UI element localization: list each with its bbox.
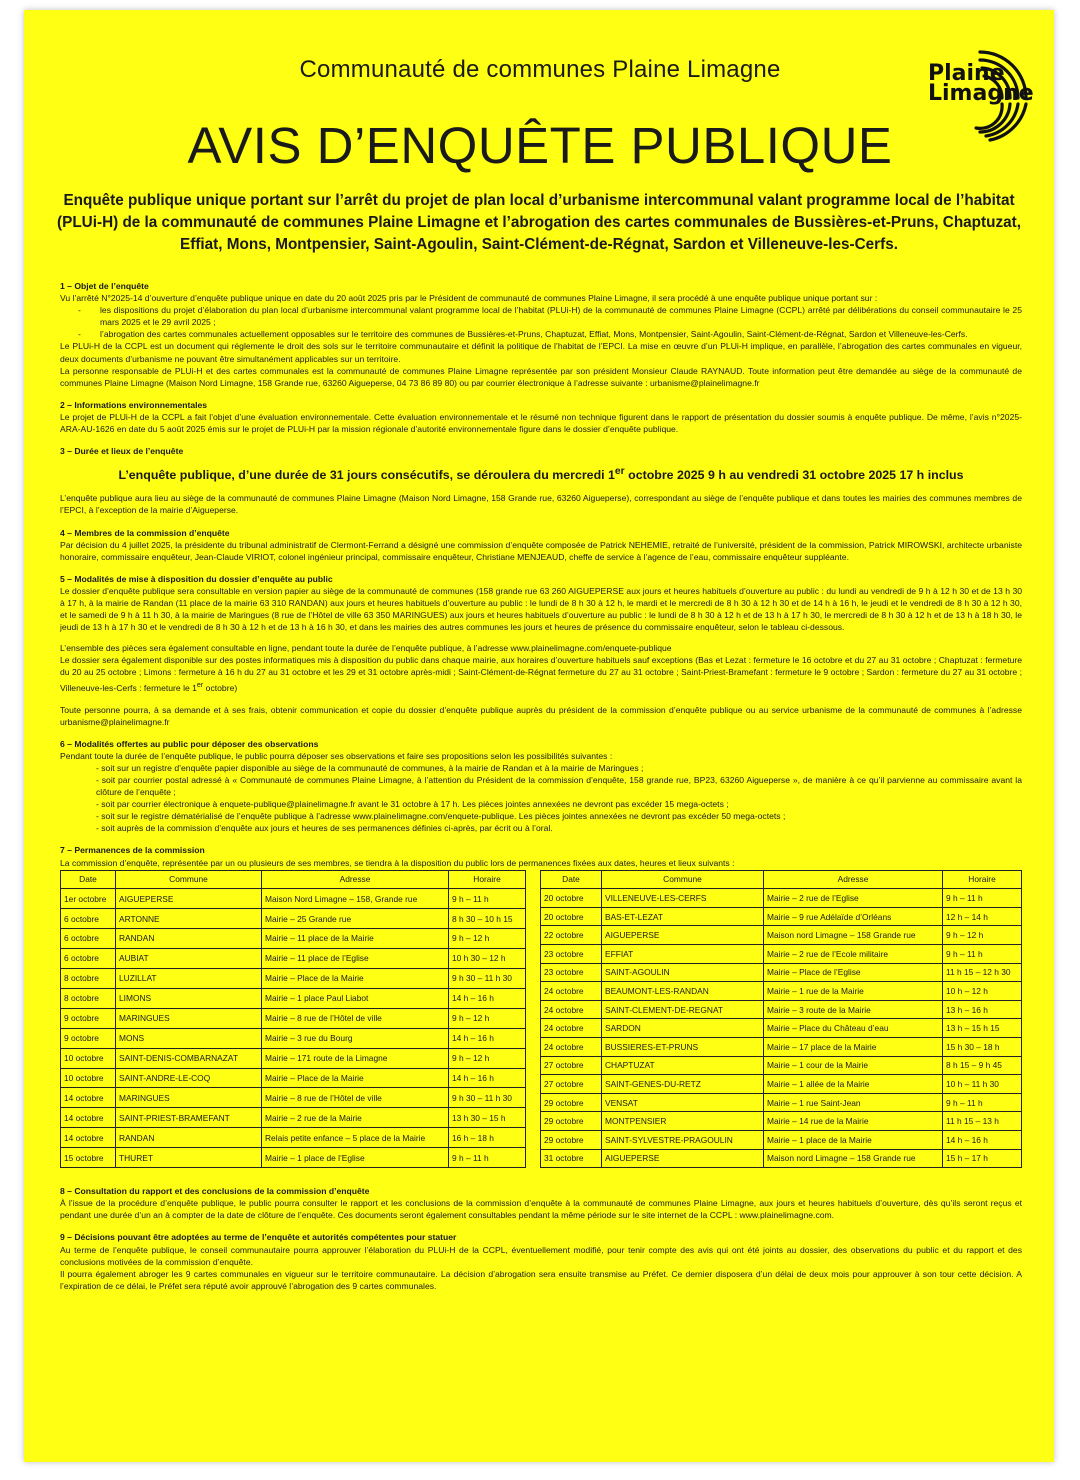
permanences-table-right: [540, 870, 1022, 1169]
commune-cell: BUSSIERES-ET-PRUNS: [602, 1037, 764, 1056]
notice-body: [60, 275, 1022, 1292]
column-header: Date: [61, 870, 116, 889]
column-header: Horaire: [943, 870, 1022, 889]
hours-cell: 14 h – 16 h: [449, 1028, 526, 1048]
commune-cell: THURET: [116, 1148, 262, 1168]
notice-poster: [24, 10, 1054, 1462]
table-row: [61, 1108, 526, 1128]
hours-cell: 9 h – 11 h: [943, 1093, 1022, 1112]
date-cell: 6 octobre: [61, 909, 116, 929]
table-row: [541, 907, 1022, 926]
table-row: [61, 929, 526, 949]
address-cell: Mairie – 1 allée de la Mairie: [764, 1075, 943, 1094]
address-cell: Maison Nord Limagne – 158, Grande rue: [262, 889, 449, 909]
section-1-bullet: - l’abrogation des cartes communales actuellement opposables sur le territoire des communes de Bussières-et-Pruns, Chaptuzat, Effiat, Mons, Montpensier, Saint-Agoulin, Saint-Clément-de-Régnat, Sardon et Villeneuve-les-Cerfs.: [78, 329, 968, 340]
commune-cell: EFFIAT: [602, 945, 764, 964]
commune-cell: BEAUMONT-LES-RANDAN: [602, 982, 764, 1001]
column-header: Adresse: [262, 870, 449, 889]
table-row: [541, 1112, 1022, 1131]
table-row: [541, 1093, 1022, 1112]
address-cell: Mairie – 1 place Paul Liabot: [262, 988, 449, 1008]
section-heading-8: 8 – Consultation du rapport et des conclusions de la commission d’enquête: [60, 1186, 370, 1197]
section-heading-2: 2 – Informations environnementales: [60, 399, 208, 410]
table-row: [541, 1037, 1022, 1056]
section-4-paragraph: Par décision du 4 juillet 2025, la présidente du tribunal administratif de Clermont-Ferrand a désigné une commission d’enquête composée de Patrick NEHEMIE, retraité de l’université, président de la commission, Patrick MIROWSKI, architecte urbaniste honoraire, commissaire enquêteur, Jean-Claude VIRIOT, colonel ingénieur principal, commissaire enquêteur, Christiane MENJEAUD, cheffe de service à l’agence de l’eau, commissaire enquêteur suppléante.: [60, 539, 1022, 562]
observation-method: - soit sur le registre dématérialisé de l’enquête publique à l’adresse www.plainelimagne.com/enquete-publique. Les pièces jointes annexées ne devront pas excéder 50 mega-octets ;: [96, 811, 786, 822]
commune-cell: SAINT-PRIEST-BRAMEFANT: [116, 1108, 262, 1128]
table-row: [541, 889, 1022, 908]
date-cell: 24 octobre: [541, 1000, 602, 1019]
table-row: [541, 1000, 1022, 1019]
date-cell: 6 octobre: [61, 949, 116, 969]
section-8-paragraph: À l’issue de la procédure d’enquête publique, le public pourra consulter le rapport et les conclusions de la commission d’enquête à la communauté de communes Plaine Limagne, aux jours et heures habituels d’ouverture, dès qu’ils seront reçus et pendant une durée d’un an à compter de la date de clôture de l’enquête. Ces documents seront également consultables pendant la même période sur le site internet de la CCPL : www.plainelimagne.com.: [60, 1198, 1022, 1221]
table-row: [61, 889, 526, 909]
commune-cell: MARINGUES: [116, 1008, 262, 1028]
section-3-paragraph: L’enquête publique aura lieu au siège de la communauté de communes Plaine Limagne (Maison Nord Limagne, 158 Grande rue, 63260 Aigueperse), correspondant au siège de l’enquête publique et dans toutes les mairies des communes membres de l’EPCI, à l’exception de la mairie d’Aigueperse.: [60, 493, 1022, 516]
hours-cell: 13 h – 15 h 15: [943, 1019, 1022, 1038]
hours-cell: 15 h – 17 h: [943, 1149, 1022, 1168]
hours-cell: 16 h – 18 h: [449, 1128, 526, 1148]
date-cell: 24 octobre: [541, 1019, 602, 1038]
date-cell: 23 octobre: [541, 963, 602, 982]
commune-cell: RANDAN: [116, 929, 262, 949]
enquiry-duration: L’enquête publique, d’une durée de 31 jours consécutifs, se déroulera du mercredi 1er octobre 2025 9 h au vendredi 31 octobre 2025 17 h inclus: [118, 466, 964, 483]
table-row: [61, 909, 526, 929]
hours-cell: 10 h 30 – 12 h: [449, 949, 526, 969]
section-9-paragraph: Il pourra également abroger les 9 cartes communales en vigueur sur le territoire communautaire. La décision d’abrogation sera ensuite transmise au Préfet. Ce dernier disposera d’un délai de deux mois pour approuver à son tour cette décision. A l’expiration de ce délai, le Préfet sera réputé avoir approuvé l’abrogation des 9 cartes communales.: [60, 1268, 1022, 1291]
date-cell: 22 octobre: [541, 926, 602, 945]
hours-cell: 9 h 30 – 11 h 30: [449, 968, 526, 988]
hours-cell: 8 h 15 – 9 h 45: [943, 1056, 1022, 1075]
address-cell: Maison nord Limagne – 158 Grande rue: [764, 926, 943, 945]
section-1-intro: Vu l’arrêté N°2025-14 d’ouverture d’enquête publique unique en date du 20 août 2025 pris par le Président de communauté de communes Plaine Limagne, il sera procédé à une enquête publique unique portant sur :: [60, 293, 878, 304]
section-7-intro: La commission d’enquête, représentée par un ou plusieurs de ses membres, se tiendra à la disposition du public lors de permanences fixées aux dates, heures et lieux suivants :: [60, 857, 735, 868]
hours-cell: 9 h – 11 h: [449, 1148, 526, 1168]
address-cell: Mairie – 14 rue de la Mairie: [764, 1112, 943, 1131]
section-1-paragraph: Le PLUi-H de la CCPL est un document qui réglemente le droit des sols sur le territoire communautaire et définit la politique de l’habitat de l’EPCI. La mise en œuvre d’un PLUi-H implique, en parallèle, l’abrogation des cartes communales en vigueur, deux documents d’urbanisme ne pouvant être simultanément applicables sur un territoire.: [60, 341, 1022, 364]
date-cell: 31 octobre: [541, 1149, 602, 1168]
section-5-paragraph: Le dossier sera également disponible sur des postes informatiques mis à disposition du public dans chaque mairie, aux horaires d’ouverture habituels sauf exceptions (Bas et Lezat : fermeture le 16 octobre et du 27 au 31 octobre ; Chaptuzat : fermeture du 20 au 25 octobre ; Limons : fermeture à 16 h du 27 au 31 octobre et les 29 et 31 octobre après-midi ; Saint-Clément-de-Régnat fermeture du 27 au 31 octobre ; Saint-Priest-Bramefant : fermeture le 9 octobre ; Sardon : fermeture du 27 au 31 octobre ; Villeneuve-les-Cerfs : fermeture le 1er octobre): [60, 655, 1022, 693]
section-1-paragraph: La personne responsable de PLUi-H et des cartes communales est la communauté de communes Plaine Limagne représentée par son président Monsieur Claude RAYNAUD. Toute information peut être demandée au siège de la communauté de communes Plaine Limagne (Maison Nord Limagne, 158 Grande rue, 63260 Aigueperse, 04 73 86 89 80) ou par courrier électronique à l’adresse suivante : urbanisme@plainelimagne.fr: [60, 365, 1022, 388]
date-cell: 14 octobre: [61, 1088, 116, 1108]
table-row: [61, 949, 526, 969]
date-cell: 29 octobre: [541, 1093, 602, 1112]
address-cell: Mairie – 3 route de la Mairie: [764, 1000, 943, 1019]
column-header: Commune: [116, 870, 262, 889]
address-cell: Mairie – 1 place de la Mairie: [764, 1130, 943, 1149]
commune-cell: SAINT-AGOULIN: [602, 963, 764, 982]
address-cell: Mairie – 25 Grande rue: [262, 909, 449, 929]
address-cell: Mairie – 2 rue de la Mairie: [262, 1108, 449, 1128]
commune-cell: CHAPTUZAT: [602, 1056, 764, 1075]
table-row: [541, 1019, 1022, 1038]
table-row: [61, 1008, 526, 1028]
date-cell: 8 octobre: [61, 968, 116, 988]
commune-cell: ARTONNE: [116, 909, 262, 929]
address-cell: Mairie – Place de la Mairie: [262, 1068, 449, 1088]
section-5-paragraph: L’ensemble des pièces sera également consultable en ligne, pendant toute la durée de l’enquête publique, à l’adresse www.plainelimagne.com/enquete-publique: [60, 643, 672, 654]
hours-cell: 9 h – 11 h: [943, 889, 1022, 908]
hours-cell: 13 h – 16 h: [943, 1000, 1022, 1019]
section-heading-6: 6 – Modalités offertes au public pour déposer des observations: [60, 738, 319, 749]
permanences-table-left: [60, 870, 526, 1169]
hours-cell: 10 h – 11 h 30: [943, 1075, 1022, 1094]
address-cell: Mairie – 3 rue du Bourg: [262, 1028, 449, 1048]
date-cell: 14 octobre: [61, 1128, 116, 1148]
table-row: [61, 1068, 526, 1088]
date-cell: 29 octobre: [541, 1112, 602, 1131]
hours-cell: 15 h 30 – 18 h: [943, 1037, 1022, 1056]
address-cell: Mairie – Place de l’Eglise: [764, 963, 943, 982]
section-heading-9: 9 – Décisions pouvant être adoptées au terme de l’enquête et autorités compétentes pour statuer: [60, 1232, 457, 1243]
table-row: [541, 1075, 1022, 1094]
commune-cell: AIGUEPERSE: [602, 1149, 764, 1168]
date-cell: 14 octobre: [61, 1108, 116, 1128]
hours-cell: 13 h 30 – 15 h: [449, 1108, 526, 1128]
address-cell: Mairie – 11 place de l’Eglise: [262, 949, 449, 969]
page-title: AVIS D’ENQUÊTE PUBLIQUE: [187, 117, 893, 174]
date-cell: 6 octobre: [61, 929, 116, 949]
address-cell: Mairie – 11 place de la Mairie: [262, 929, 449, 949]
table-row: [541, 945, 1022, 964]
commune-cell: MONTPENSIER: [602, 1112, 764, 1131]
date-cell: 10 octobre: [61, 1068, 116, 1088]
column-header: Adresse: [764, 870, 943, 889]
commune-cell: RANDAN: [116, 1128, 262, 1148]
commune-cell: MARINGUES: [116, 1088, 262, 1108]
date-cell: 20 octobre: [541, 889, 602, 908]
date-cell: 15 octobre: [61, 1148, 116, 1168]
section-1-bullet: - les dispositions du projet d’élaboration du plan local d’urbanisme intercommunal valant programme local de l’habitat (PLUi-H) de la communauté de communes Plaine Limagne (CCPL) arrêté par délibérations du conseil communautaire le 25 mars 2025 et le 29 avril 2025 ;: [78, 305, 1022, 328]
logo-wordmark: Plaine Limagne: [928, 61, 1034, 106]
commune-cell: SAINT-CLEMENT-DE-REGNAT: [602, 1000, 764, 1019]
date-cell: 8 octobre: [61, 988, 116, 1008]
table-row: [541, 926, 1022, 945]
table-row: [541, 963, 1022, 982]
date-cell: 24 octobre: [541, 1037, 602, 1056]
hours-cell: 11 h 15 – 12 h 30: [943, 963, 1022, 982]
commune-cell: AUBIAT: [116, 949, 262, 969]
address-cell: Mairie – 17 place de la Mairie: [764, 1037, 943, 1056]
table-row: [61, 1128, 526, 1148]
address-cell: Mairie – 8 rue de l’Hôtel de ville: [262, 1008, 449, 1028]
section-5-paragraph: Toute personne pourra, à sa demande et à ses frais, obtenir communication et copie du dossier d’enquête publique auprès du président de la commission d’enquête publique ou au service urbanisme de la communauté de communes à l’adresse urbanisme@plainelimagne.fr: [60, 704, 1022, 727]
address-cell: Mairie – Place de la Mairie: [262, 968, 449, 988]
section-heading-4: 4 – Membres de la commission d’enquête: [60, 527, 230, 538]
hours-cell: 11 h 15 – 13 h: [943, 1112, 1022, 1131]
address-cell: Mairie – 171 route de la Limagne: [262, 1048, 449, 1068]
address-cell: Mairie – Place du Château d’eau: [764, 1019, 943, 1038]
commune-cell: SAINT-GENES-DU-RETZ: [602, 1075, 764, 1094]
section-heading-3: 3 – Durée et lieux de l’enquête: [60, 446, 184, 457]
plaine-limagne-logo: [920, 42, 1038, 142]
hours-cell: 9 h 30 – 11 h 30: [449, 1088, 526, 1108]
commune-cell: AIGUEPERSE: [602, 926, 764, 945]
section-6-intro: Pendant toute la durée de l’enquête publique, le public pourra déposer ses observations et faire ses propositions selon les possibilités suivantes :: [60, 750, 613, 761]
section-2-paragraph: Le projet de PLUi-H de la CCPL a fait l’objet d’une évaluation environnementale. Cette évaluation environnementale et le résumé non technique figurent dans le rapport de présentation du dossier soumis à enquête publique. De même, l’avis n°2025-ARA-AU-1626 en date du 5 août 2025 émis sur le projet de PLUi-H par la mission régionale d’autorité environnementale figure dans le dossier d’enquête publique.: [60, 411, 1022, 435]
permanences-tables: [60, 870, 1022, 1169]
section-heading-5: 5 – Modalités de mise à disposition du dossier d’enquête au public: [60, 573, 333, 584]
hours-cell: 9 h – 12 h: [449, 1008, 526, 1028]
notice-subtitle: Enquête publique unique portant sur l’arrêt du projet de plan local d’urbanisme intercommunal valant programme local de l’habitat (PLUi-H) de la communauté de communes Plaine Limagne et l’abrogation des cartes communales de Bussières-et-Pruns, Chaptuzat, Effiat, Mons, Montpensier, Saint-Agoulin, Saint-Clément-de-Régnat, Sardon et Villeneuve-les-Cerfs.: [57, 192, 1021, 253]
table-row: [541, 1130, 1022, 1149]
commune-cell: BAS-ET-LEZAT: [602, 907, 764, 926]
address-cell: Mairie – 1 place de l’Eglise: [262, 1148, 449, 1168]
observation-method: - soit par courrier postal adressé à « Communauté de communes Plaine Limagne, à l’attention du Président de la commission d’enquête, 158 grande rue, BP23, 63260 Aigueperse », de manière à ce qu’il parvienne au commissaire avant la clôture de l’enquête ;: [96, 774, 1022, 798]
date-cell: 20 octobre: [541, 907, 602, 926]
hours-cell: 9 h – 11 h: [943, 945, 1022, 964]
section-heading-1: 1 – Objet de l’enquête: [60, 281, 149, 291]
date-cell: 27 octobre: [541, 1056, 602, 1075]
date-cell: 27 octobre: [541, 1075, 602, 1094]
column-header: Date: [541, 870, 602, 889]
column-header: Commune: [602, 870, 764, 889]
address-cell: Mairie – 2 rue de l’Ecole militaire: [764, 945, 943, 964]
commune-cell: LUZILLAT: [116, 968, 262, 988]
address-cell: Mairie – 8 rue de l’Hôtel de ville: [262, 1088, 449, 1108]
hours-cell: 14 h – 16 h: [943, 1130, 1022, 1149]
date-cell: 10 octobre: [61, 1048, 116, 1068]
date-cell: 29 octobre: [541, 1130, 602, 1149]
column-header: Horaire: [449, 870, 526, 889]
table-row: [61, 1028, 526, 1048]
commune-cell: SAINT-DENIS-COMBARNAZAT: [116, 1048, 262, 1068]
hours-cell: 14 h – 16 h: [449, 1068, 526, 1088]
table-row: [541, 1149, 1022, 1168]
address-cell: Relais petite enfance – 5 place de la Mairie: [262, 1128, 449, 1148]
hours-cell: 9 h – 11 h: [449, 889, 526, 909]
address-cell: Mairie – 1 cour de la Mairie: [764, 1056, 943, 1075]
date-cell: 1er octobre: [61, 889, 116, 909]
commune-cell: MONS: [116, 1028, 262, 1048]
date-cell: 9 octobre: [61, 1008, 116, 1028]
commune-cell: AIGUEPERSE: [116, 889, 262, 909]
hours-cell: 12 h – 14 h: [943, 907, 1022, 926]
address-cell: Mairie – 1 rue Saint-Jean: [764, 1093, 943, 1112]
table-row: [541, 982, 1022, 1001]
address-cell: Maison nord Limagne – 158 Grande rue: [764, 1149, 943, 1168]
commune-cell: SARDON: [602, 1019, 764, 1038]
hours-cell: 9 h – 12 h: [943, 926, 1022, 945]
date-cell: 23 octobre: [541, 945, 602, 964]
organisation-name: Communauté de communes Plaine Limagne: [299, 56, 781, 83]
commune-cell: SAINT-SYLVESTRE-PRAGOULIN: [602, 1130, 764, 1149]
date-cell: 9 octobre: [61, 1028, 116, 1048]
hours-cell: 9 h – 12 h: [449, 1048, 526, 1068]
table-row: [61, 1148, 526, 1168]
hours-cell: 9 h – 12 h: [449, 929, 526, 949]
section-5-paragraph: Le dossier d’enquête publique sera consultable en version papier au siège de la communauté de communes (158 grande rue 63 260 AIGUEPERSE aux jours et heures habituels d’ouverture au public : du lundi au vendredi de 9 h à 12 h 30 et de 13 h 30 à 17 h, à la mairie de Randan (11 place de la mairie 63 310 RANDAN) aux jours et heures habituels d’ouverture au public : le lundi de 8 h 30 à 12 h, le mardi et le mercredi de 8 h 30 à 12 h 30 et de 14 h à 16 h, le jeudi et le vendredi de 8 h 30 à 12 h 30, et le samedi de 9 h à 11 h 30, à la mairie de Maringues (8 rue de l’Hôtel de ville 63 350 MARINGUES) aux jours et heures habituels d’ouverture au public : le lundi de 8 h 30 à 12 h et de 13 h à 17 h 30, le mercredi de 8 h 30 à 12 h et de 13 h à 18 h 30, le jeudi de 13 h à 17 h 30 et le vendredi de 8 h 30 à 12 h et de 13 h à 16 h 30, et dans les mairies des autres communes les jours et heures de présence du commissaire enquêteur, selon le tableau ci-dessous.: [60, 585, 1022, 633]
commune-cell: VILLENEUVE-LES-CERFS: [602, 889, 764, 908]
observation-method: - soit sur un registre d’enquête papier disponible au siège de la communauté de communes, à la mairie de Randan et à la mairie de Maringues ;: [96, 762, 644, 773]
observation-method: - soit par courrier électronique à enquete-publique@plainelimagne.fr avant le 31 octobre à 17 h. Les pièces jointes annexées ne devront pas excéder 15 mega-octets ;: [96, 799, 729, 810]
table-row: [61, 968, 526, 988]
commune-cell: VENSAT: [602, 1093, 764, 1112]
commune-cell: SAINT-ANDRE-LE-COQ: [116, 1068, 262, 1088]
commune-cell: LIMONS: [116, 988, 262, 1008]
section-heading-7: 7 – Permanences de la commission: [60, 845, 205, 856]
table-row: [61, 1088, 526, 1108]
observation-method: - soit auprès de la commission d’enquête aux jours et heures de ses permanences définies ci-après, par écrit ou à l’oral.: [96, 823, 553, 834]
hours-cell: 10 h – 12 h: [943, 982, 1022, 1001]
table-row: [61, 1048, 526, 1068]
address-cell: Mairie – 9 rue Adélaïde d’Orléans: [764, 907, 943, 926]
section-9-paragraph: Au terme de l’enquête publique, le conseil communautaire pourra approuver l’élaboration du PLUi-H de la CCPL, éventuellement modifié, pour tenir compte des avis qui ont été joints au dossier, des observations du public et du rapport et des conclusions motivées de la commission d’enquête.: [60, 1244, 1022, 1267]
address-cell: Mairie – 2 rue de l’Eglise: [764, 889, 943, 908]
address-cell: Mairie – 1 rue de la Mairie: [764, 982, 943, 1001]
hours-cell: 14 h – 16 h: [449, 988, 526, 1008]
date-cell: 24 octobre: [541, 982, 602, 1001]
table-row: [61, 988, 526, 1008]
table-row: [541, 1056, 1022, 1075]
hours-cell: 8 h 30 – 10 h 15: [449, 909, 526, 929]
